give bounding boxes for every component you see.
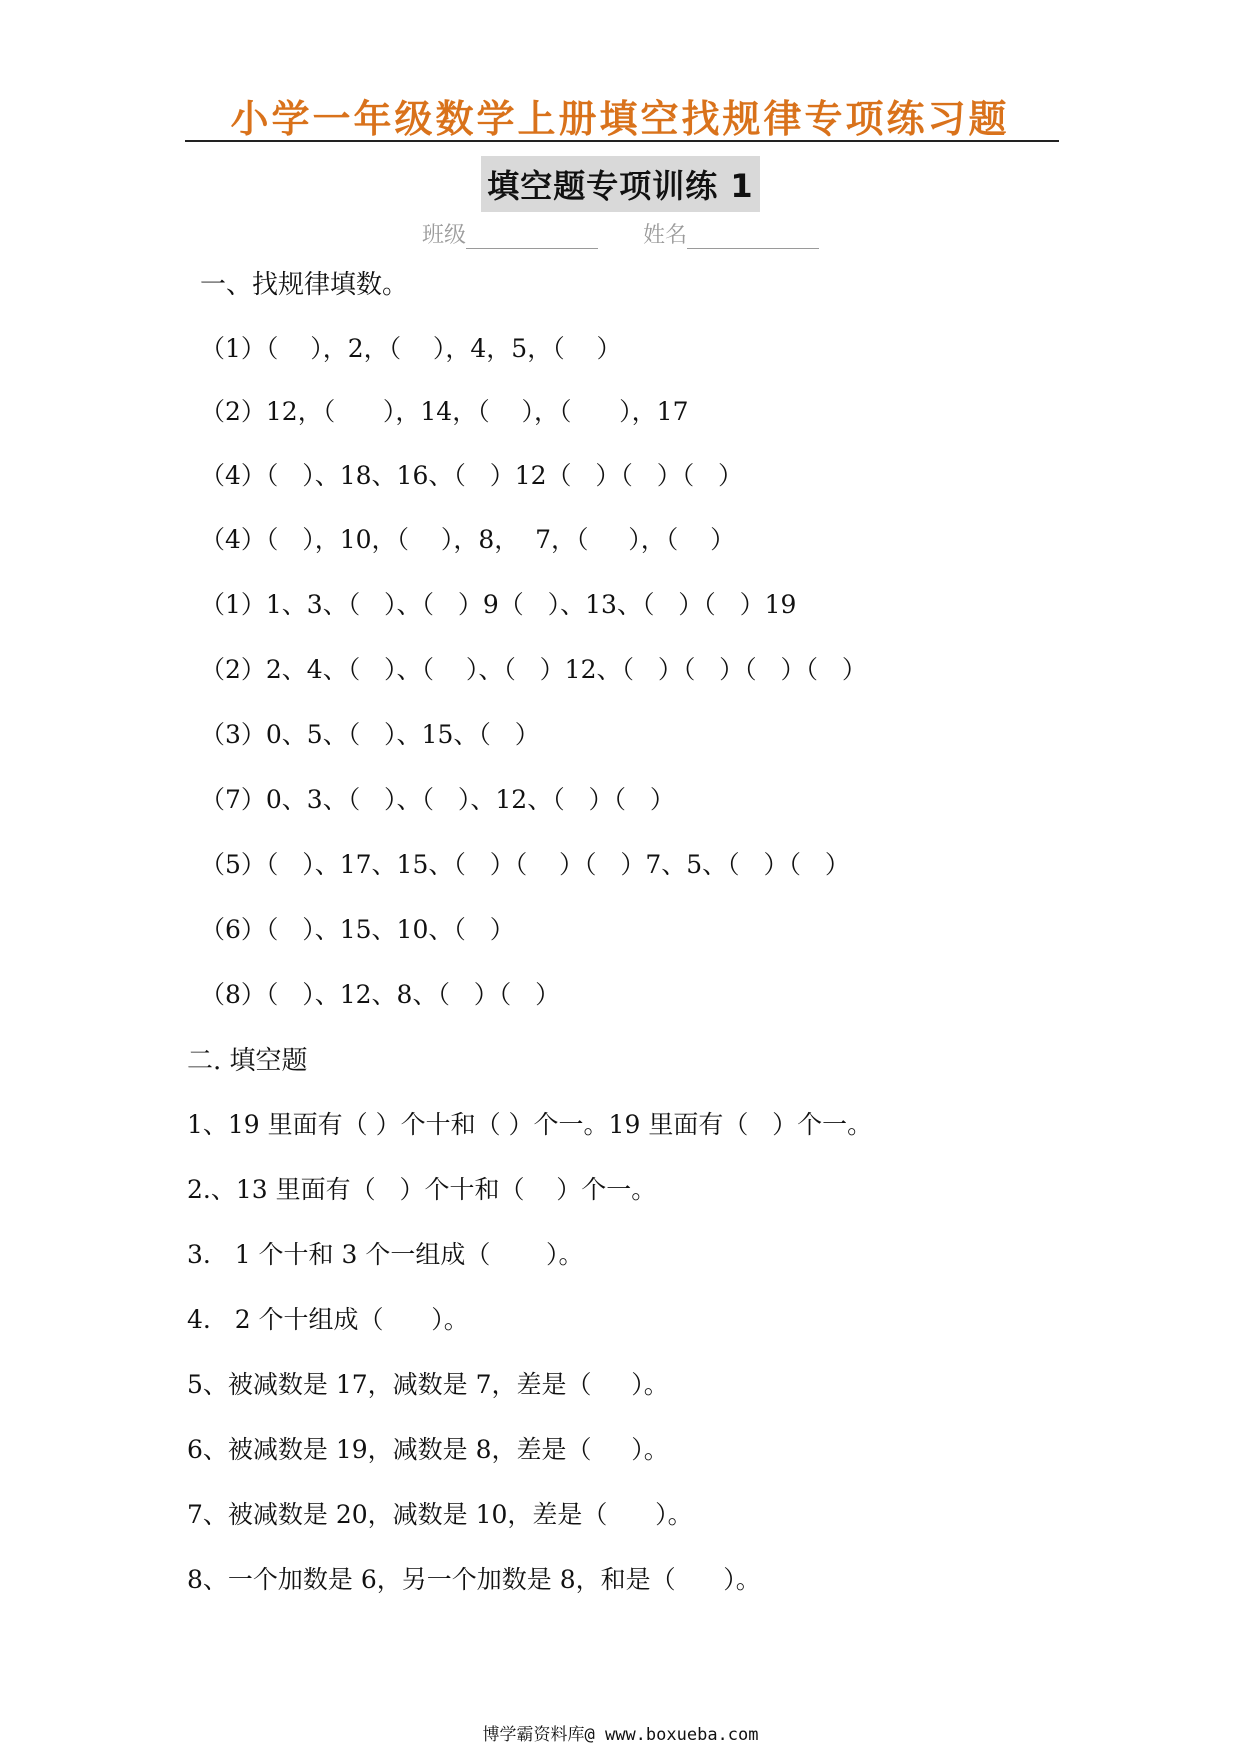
fill-blank-item: 4. 2 个十组成（ ）。	[187, 1305, 469, 1334]
pattern-item: （3）0、5、（ ）、15、（ ）	[200, 720, 540, 749]
fill-blank-item: 6、被减数是 19，减数是 8，差是（ ）。	[187, 1435, 669, 1464]
class-blank	[466, 226, 598, 249]
fill-blank-item: 5、被减数是 17，减数是 7，差是（ ）。	[187, 1370, 669, 1399]
pattern-item: （6）（ ）、15、10、（ ）	[200, 915, 515, 944]
name-label: 姓名	[643, 223, 688, 248]
fill-blank-item: 2.、13 里面有（ ）个十和（ ）个一。	[187, 1175, 657, 1204]
student-info-line	[0, 218, 1241, 249]
fill-blank-item: 3. 1 个十和 3 个一组成（ ）。	[187, 1240, 584, 1269]
page-title: 小学一年级数学上册填空找规律专项练习题	[230, 96, 1010, 141]
pattern-item: （8）（ ）、12、8、（ ）（ ）	[200, 980, 561, 1009]
fill-blank-item: 8、一个加数是 6，另一个加数是 8，和是（ ）。	[187, 1565, 761, 1594]
pattern-item: （1）1、3、（ ）、（ ）9（ ）、13、（ ）（ ）19	[200, 590, 797, 619]
pattern-item: （4）（ ）、18、16、（ ）12（ ）（ ）（ ）	[200, 461, 744, 490]
header-divider	[185, 140, 1059, 142]
subtitle-wrapper	[0, 156, 1241, 212]
name-blank	[687, 226, 819, 249]
footer-source: 博学霸资料库@ www.boxueba.com	[482, 1725, 759, 1745]
pattern-item: （4）（ ），10，（ ），8， 7，（ ），（ ）	[200, 525, 736, 554]
pattern-item: （5）（ ）、17、15、（ ）（ ）（ ）7、5、（ ）（ ）	[200, 850, 850, 879]
pattern-item: （2）12，（ ），14，（ ），（ ），17	[200, 397, 689, 426]
worksheet-subtitle: 填空题专项训练 1	[481, 156, 759, 212]
pattern-item: （1）（ ），2，（ ），4，5，（ ）	[200, 334, 622, 363]
fill-blank-item: 7、被减数是 20，减数是 10，差是（ ）。	[187, 1500, 693, 1529]
fill-blank-item: 1、19 里面有（ ）个十和（ ）个一。19 里面有（ ）个一。	[187, 1110, 873, 1139]
section-2-title: 二. 填空题	[187, 1046, 308, 1076]
class-label: 班级	[421, 223, 466, 248]
pattern-item: （2）2、4、（ ）、（ ）、（ ）12、（ ）（ ）（ ）（ ）	[200, 655, 867, 684]
section-1-title: 一、找规律填数。	[200, 270, 409, 300]
pattern-item: （7）0、3、（ ）、（ ）、12、（ ）（ ）	[200, 785, 675, 814]
